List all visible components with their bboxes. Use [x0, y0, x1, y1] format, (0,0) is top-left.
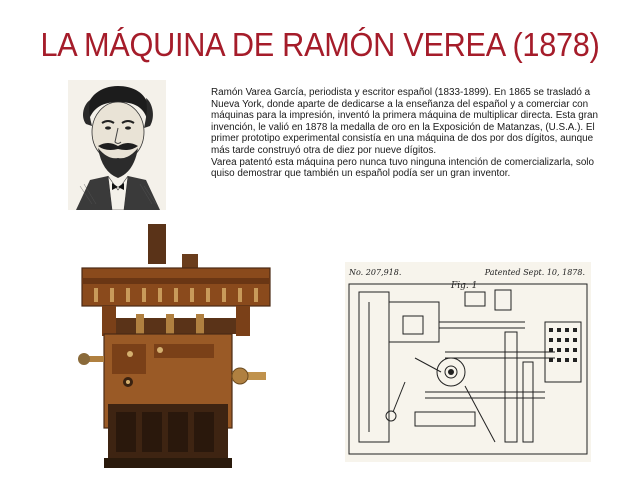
biography-paragraph-1: Ramón Varea García, periodista y escritor español (1833-1899). En 1865 se trasladó a Nueva York, donde aparte de dedicarse a la enseñanza del español y a comerciar con máquinas para la impresión, inventó la primera máquina de multiplicar directa. Esta gran invención, le valió en 1878 la medalla de oro en la Exposición de Matanzas, (U.S.A.). El primer prototipo experimental consistía en una máquina de dos por dos dígitos, aunque más tarde construyó otra de diez por nueve dígitos. [211, 87, 598, 156]
machine-left-knob [78, 353, 90, 365]
patent-drawing [345, 262, 591, 462]
patent-date: Patented Sept. 10, 1878. [484, 268, 585, 277]
patent-figure-label: Fig. 1 [451, 281, 478, 291]
patent-number: No. 207,918. [349, 268, 402, 277]
patent-diagram [345, 262, 591, 462]
portrait-engraving [68, 80, 166, 210]
slide-title: LA MÁQUINA DE RAMÓN VEREA (1878) [40, 26, 600, 63]
machine-photograph [76, 222, 276, 474]
biography-text [211, 87, 599, 180]
machine-top-post [148, 224, 166, 264]
biography-paragraph-2: Varea patentó esta máquina pero nunca tuvo ninguna intención de comercializarla, solo quiso demostrar que también un español podía ser un gran inventor. [211, 156, 594, 180]
machine-right-crank [232, 368, 248, 384]
